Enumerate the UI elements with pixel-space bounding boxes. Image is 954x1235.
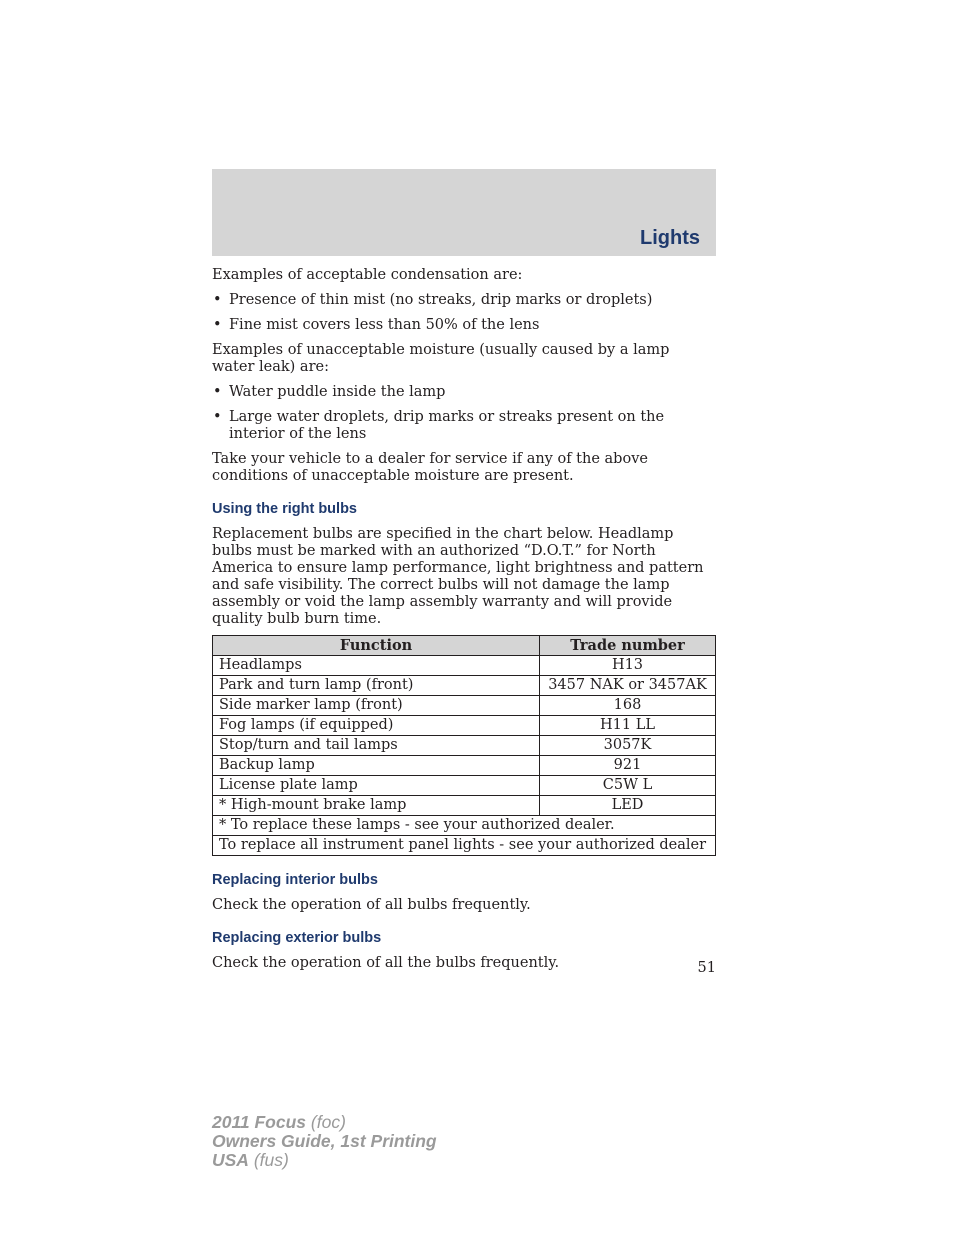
- acceptable-list: [212, 292, 716, 334]
- cell-trade-number: LED: [540, 796, 716, 816]
- footer-imprint: [212, 1113, 437, 1170]
- table-row: [213, 696, 716, 716]
- cell-trade-number: H11 LL: [540, 716, 716, 736]
- paragraph-replacement-bulbs: Replacement bulbs are specified in the chart below. Headlamp bulbs must be marked with an authorized “D.O.T.” for North America to ensure lamp performance, light brightness and pattern and safe visibility. The correct bulbs will not damage the lamp assembly or void the lamp assembly warranty and will provide quality bulb burn time.: [212, 526, 704, 627]
- cell-function: License plate lamp: [213, 776, 540, 796]
- footer-line-market: USA (fus): [212, 1150, 289, 1170]
- unacceptable-list: [212, 384, 716, 443]
- paragraph-dealer-service: Take your vehicle to a dealer for service if any of the above conditions of unacceptable moisture are present.: [212, 451, 648, 484]
- cell-function: Stop/turn and tail lamps: [213, 736, 540, 756]
- cell-trade-number: 3457 NAK or 3457AK: [540, 676, 716, 696]
- section-title: Lights: [640, 227, 700, 249]
- paragraph-unacceptable-intro: Examples of unacceptable moisture (usually caused by a lamp water leak) are:: [212, 342, 670, 375]
- table-row: [213, 736, 716, 756]
- heading-replacing-interior-bulbs: Replacing interior bulbs: [212, 872, 378, 888]
- table-note-row: [213, 836, 716, 856]
- table-row: [213, 656, 716, 676]
- page-content: [212, 267, 716, 980]
- paragraph-interior-bulbs: Check the operation of all bulbs frequently.: [212, 897, 531, 913]
- table-note: * To replace these lamps - see your authorized dealer.: [213, 816, 716, 836]
- footer-line-model: 2011 Focus (foc): [212, 1112, 346, 1132]
- bulb-table: [212, 635, 716, 856]
- page-number: 51: [697, 960, 716, 976]
- table-header-row: [213, 636, 716, 656]
- cell-function: * High-mount brake lamp: [213, 796, 540, 816]
- column-header-trade-number: Trade number: [540, 636, 716, 656]
- cell-trade-number: 921: [540, 756, 716, 776]
- cell-trade-number: 3057K: [540, 736, 716, 756]
- heading-replacing-exterior-bulbs: Replacing exterior bulbs: [212, 930, 382, 946]
- cell-function: Park and turn lamp (front): [213, 676, 540, 696]
- cell-function: Backup lamp: [213, 756, 540, 776]
- cell-function: Side marker lamp (front): [213, 696, 540, 716]
- table-row: [213, 716, 716, 736]
- table-row: [213, 776, 716, 796]
- table-row: [213, 756, 716, 776]
- cell-function: Headlamps: [213, 656, 540, 676]
- table-note: To replace all instrument panel lights - see your authorized dealer: [213, 836, 716, 856]
- paragraph-exterior-bulbs: Check the operation of all the bulbs frequently.: [212, 955, 560, 971]
- column-header-function: Function: [213, 636, 540, 656]
- table-row: [213, 796, 716, 816]
- cell-trade-number: C5W L: [540, 776, 716, 796]
- list-item: • Water puddle inside the lamp: [212, 384, 716, 401]
- section-header-band: [212, 169, 716, 256]
- heading-using-right-bulbs: Using the right bulbs: [212, 501, 357, 517]
- footer-line-guide: Owners Guide, 1st Printing: [212, 1131, 437, 1151]
- list-item: • Presence of thin mist (no streaks, drip marks or droplets): [212, 292, 716, 309]
- cell-trade-number: 168: [540, 696, 716, 716]
- cell-trade-number: H13: [540, 656, 716, 676]
- cell-function: Fog lamps (if equipped): [213, 716, 540, 736]
- paragraph-acceptable-intro: Examples of acceptable condensation are:: [212, 267, 523, 283]
- table-row: [213, 676, 716, 696]
- table-note-row: [213, 816, 716, 836]
- list-item: • Large water droplets, drip marks or streaks present on the interior of the lens: [212, 409, 716, 443]
- list-item: • Fine mist covers less than 50% of the lens: [212, 317, 716, 334]
